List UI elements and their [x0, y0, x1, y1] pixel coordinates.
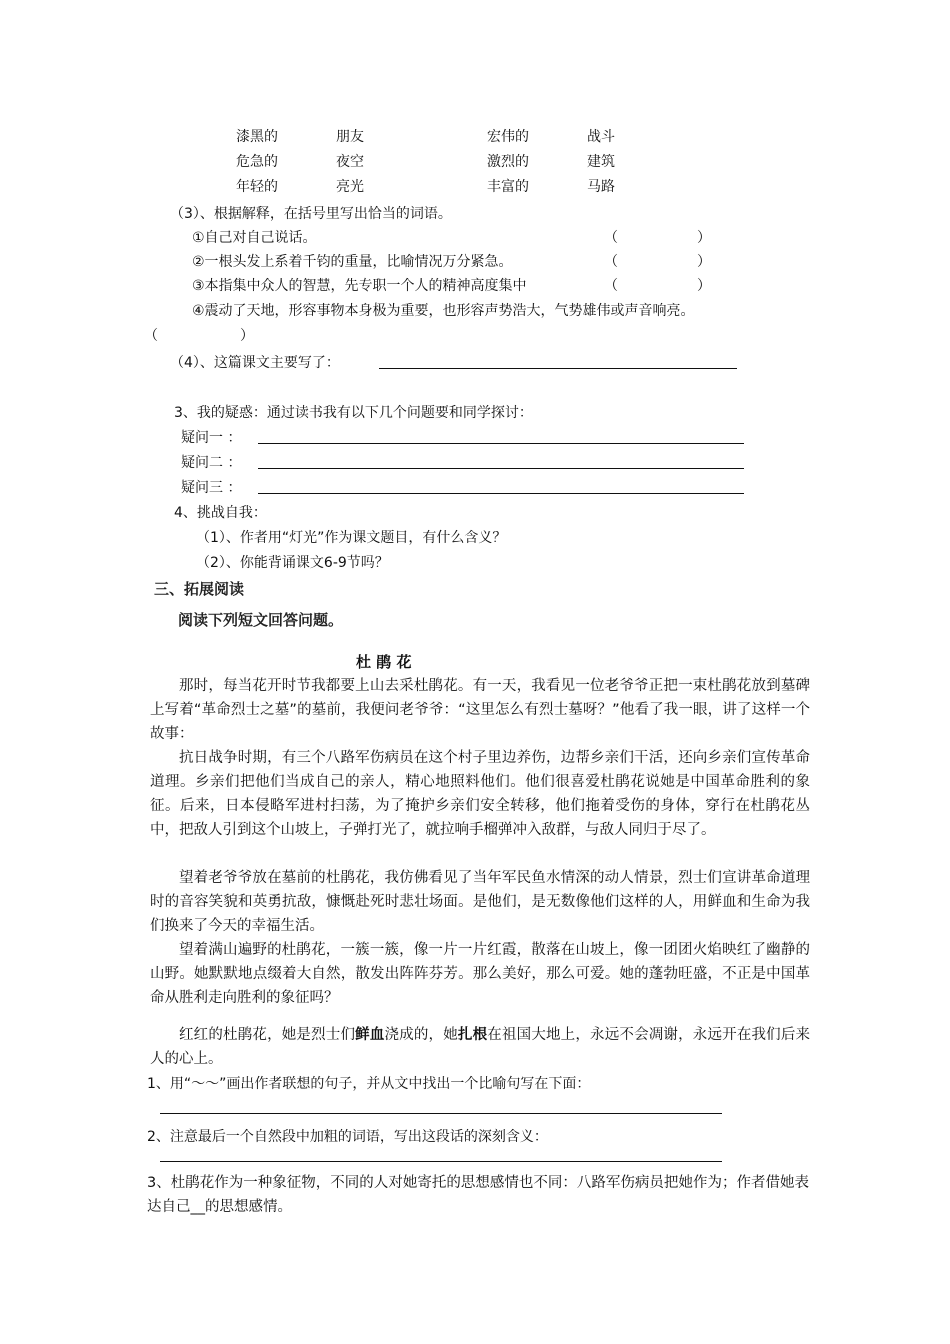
answer-paren-close-1: ）	[697, 230, 711, 246]
story-paragraph-1: 那时，每当花开时节我都要上山去采杜鹃花。有一天，我看见一位老爷爷正把一束杜鹃花放到墓碑上写着“革命烈士之墓”的墓前，我便问老爷爷：“这里怎么有烈士墓呀？”他看了我一眼，讲了这样一个故事：	[150, 678, 810, 742]
word-left-a-2: 危急的	[236, 154, 278, 170]
question-2: 2、注意最后一个自然段中加粗的词语，写出这段话的深刻含义：	[147, 1129, 548, 1145]
story-last-part2: 浇成的，她	[384, 1027, 458, 1043]
doubts-title: 3、我的疑惑：通过读书我有以下几个问题要和同学探讨：	[174, 405, 533, 421]
section3-heading: 三、拓展阅读	[154, 580, 245, 598]
question-3: 3、杜鹃花作为一种象征物，不同的人对她寄托的思想感情也不同：八路军伤病员把她作为；作者借她表达自己__的思想感情。	[147, 1175, 809, 1215]
doubt-label-3: 疑问三 ：	[181, 480, 242, 496]
word-right-b-3: 马路	[587, 179, 615, 195]
section3-instruction: 阅读下列短文回答问题。	[178, 611, 344, 629]
answer-paren-open-1: （	[604, 230, 618, 246]
challenge-item-1: （1）、作者用“灯光”作为课文题目，有什么含义？	[196, 530, 507, 546]
q4-answer-line[interactable]	[379, 368, 737, 369]
doubt-answer-line-3[interactable]	[258, 493, 744, 494]
story-paragraph-5	[150, 1023, 810, 1071]
answer-paren-open-3: （	[604, 278, 618, 294]
doubt-answer-line-1[interactable]	[258, 443, 744, 444]
story-last-part1: 红红的杜鹃花，她是烈士们	[179, 1027, 356, 1043]
story-paragraph-4: 望着满山遍野的杜鹃花，一簇一簇，像一片一片红霞，散落在山坡上，像一团团火焰映红了幽静的山野。她默默地点缀着大自然，散发出阵阵芬芳。那么美好，那么可爱。她的蓬勃旺盛，不正是中国革命从胜利走向胜利的象征吗？	[150, 942, 810, 1006]
word-right-a-1: 宏伟的	[487, 129, 529, 145]
answer-paren-close-2: ）	[697, 254, 711, 270]
answer-paren-close-4: ）	[240, 328, 254, 344]
question-1: 1、用“～～”画出作者联想的句子，并从文中找出一个比喻句写在下面：	[147, 1076, 591, 1092]
q3-item-1: ①自己对自己说话。	[192, 230, 317, 246]
q3-item-4: ④震动了天地，形容事物本身极为重要，也形容声势浩大，气势雄伟或声音响亮。	[192, 303, 695, 319]
q3-title: （3）、根据解释，在括号里写出恰当的词语。	[170, 206, 452, 222]
story-paragraph-2: 抗日战争时期，有三个八路军伤病员在这个村子里边养伤，边帮乡亲们干活，还向乡亲们宣传革命道理。乡亲们把他们当成自己的亲人，精心地照料他们。他们很喜爱杜鹃花说她是中国革命胜利的象征。后来，日本侵略军进村扫荡，为了掩护乡亲们安全转移，他们拖着受伤的身体，穿行在杜鹃花丛中，把敌人引到这个山坡上，子弹打光了，就拉响手榴弹冲入敌群，与敌人同归于尽了。	[150, 750, 810, 838]
doubt-answer-line-2[interactable]	[258, 468, 744, 469]
answer-paren-close-3: ）	[697, 278, 711, 294]
word-right-b-1: 战斗	[587, 129, 615, 145]
doubt-label-2: 疑问二 ：	[181, 455, 242, 471]
story-bold-word-2: 扎根	[457, 1027, 488, 1043]
word-left-b-3: 亮光	[336, 179, 364, 195]
challenge-title: 4、挑战自我：	[174, 505, 267, 521]
challenge-item-2: （2）、你能背诵课文6-9节吗？	[196, 555, 389, 571]
q4-title: （4）、这篇课文主要写了：	[170, 355, 340, 371]
word-left-b-2: 夜空	[336, 154, 364, 170]
story-title: 杜 鹃 花	[356, 653, 412, 671]
answer-paren-open-2: （	[604, 254, 618, 270]
story-bold-word-1: 鲜血	[355, 1027, 385, 1043]
story-paragraph-3: 望着老爷爷放在墓前的杜鹃花，我仿佛看见了当年军民鱼水情深的动人情景，烈士们宣讲革命道理时的音容笑貌和英勇抗敌，慷慨赴死时悲壮场面。是他们，是无数像他们这样的人，用鲜血和生命为我们换来了今天的幸福生活。	[150, 870, 810, 934]
q3-item-2: ②一根头发上系着千钧的重量，比喻情况万分紧急。	[192, 254, 513, 270]
doubt-label-1: 疑问一 ：	[181, 430, 242, 446]
word-left-a-3: 年轻的	[236, 179, 278, 195]
question-1-answer-line[interactable]	[160, 1113, 722, 1114]
story-last-part3: 在祖国大地上，永远不会凋谢，永远开在我们后来人的心上。	[150, 1027, 811, 1067]
word-right-a-2: 激烈的	[487, 154, 529, 170]
word-right-a-3: 丰富的	[487, 179, 529, 195]
question-2-answer-line[interactable]	[160, 1161, 722, 1162]
word-right-b-2: 建筑	[587, 154, 615, 170]
q3-item-3: ③本指集中众人的智慧，先专职一个人的精神高度集中	[192, 278, 527, 294]
word-left-b-1: 朋友	[336, 129, 364, 145]
answer-paren-open-4: （	[144, 328, 158, 344]
word-left-a-1: 漆黑的	[236, 129, 278, 145]
